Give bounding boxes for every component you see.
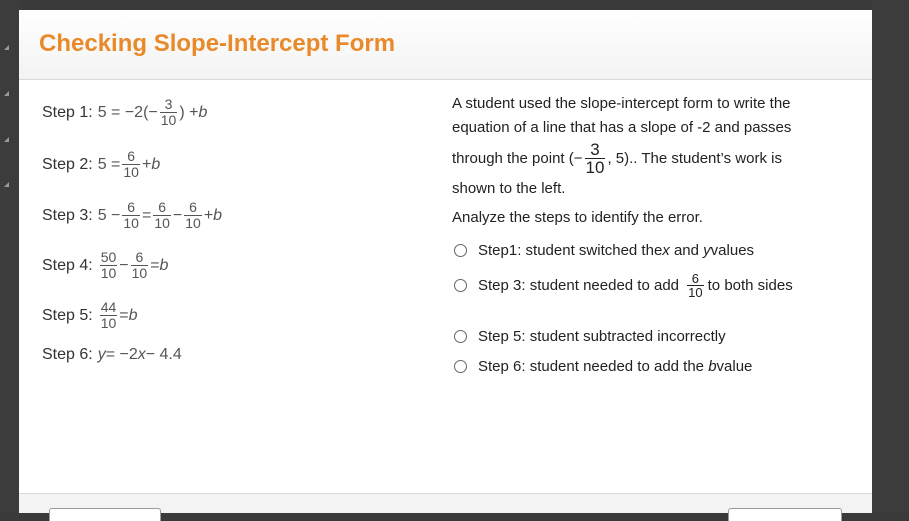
footer-bar <box>19 493 872 513</box>
step-equation <box>98 149 161 180</box>
point-fraction <box>585 141 606 176</box>
instruction-text: Analyze the steps to identify the error. <box>452 209 703 226</box>
option-text: Step 6: student needed to add the <box>478 358 709 375</box>
frac-den: 10 <box>185 215 201 231</box>
eq-text: = −2 <box>105 346 138 363</box>
collapse-arrow-icon[interactable] <box>4 137 9 142</box>
collapse-arrow-icon[interactable] <box>4 45 9 50</box>
next-button[interactable] <box>728 508 842 521</box>
page-title: Checking Slope-Intercept Form <box>39 30 396 57</box>
right-gutter <box>872 0 909 512</box>
variable: y <box>97 346 106 363</box>
frac-den: 10 <box>123 164 139 180</box>
eq-text: = <box>150 256 160 274</box>
option-text: to both sides <box>707 277 793 294</box>
answer-option-2[interactable] <box>454 272 793 299</box>
question-prompt <box>452 91 832 201</box>
radio-button[interactable] <box>454 330 467 343</box>
fraction <box>100 250 118 281</box>
answer-option-4[interactable] <box>454 358 752 375</box>
eq-text: − <box>119 256 129 274</box>
prompt-line: A student used the slope-intercept form to write the <box>452 95 791 112</box>
frac-num: 3 <box>164 96 173 112</box>
frac-num: 6 <box>127 148 136 164</box>
frac-den: 10 <box>154 215 170 231</box>
frac-den: 10 <box>688 285 703 300</box>
step-label: Step 1: <box>42 103 93 121</box>
frac-num: 6 <box>127 199 136 215</box>
step-4 <box>42 250 168 281</box>
eq-text: + <box>141 155 152 173</box>
frac-den: 10 <box>160 112 177 128</box>
frac-num: 50 <box>100 249 117 265</box>
prompt-line: shown to the left. <box>452 180 566 197</box>
option-text: values <box>710 242 755 259</box>
eq-text: 5 − <box>97 206 121 224</box>
frac-num: 6 <box>691 271 700 286</box>
option-text: and <box>669 242 704 259</box>
variable: b <box>708 358 717 375</box>
fraction <box>122 200 140 231</box>
variable: b <box>151 155 161 173</box>
variable: b <box>128 306 138 324</box>
step-label: Step 6: <box>42 346 93 363</box>
step-equation <box>98 97 208 128</box>
step-5 <box>42 300 138 331</box>
collapse-arrow-icon[interactable] <box>4 91 9 96</box>
variable: b <box>198 103 208 121</box>
frac-num: 6 <box>158 199 166 215</box>
radio-button[interactable] <box>454 360 467 373</box>
prompt-line <box>452 140 832 176</box>
option-text: Step1: student switched the <box>478 242 663 259</box>
eq-text: − 4.4 <box>145 346 182 363</box>
fraction <box>687 272 703 299</box>
variable: b <box>159 256 169 274</box>
step-label: Step 5: <box>42 306 93 324</box>
step-label: Step 3: <box>42 206 93 224</box>
step-equation <box>98 200 222 231</box>
prompt-line: equation of a line that has a slope of -2 and passes <box>452 119 792 136</box>
step-equation <box>98 346 182 364</box>
fraction <box>100 300 118 331</box>
fraction <box>131 250 149 281</box>
step-1 <box>42 97 207 128</box>
option-text: Step 5: student subtracted incorrectly <box>478 328 726 345</box>
step-3 <box>42 200 222 231</box>
fraction <box>184 200 202 231</box>
previous-button[interactable] <box>49 508 161 521</box>
collapse-arrow-icon[interactable] <box>4 182 9 187</box>
step-equation <box>98 250 169 281</box>
eq-text: = <box>141 206 152 224</box>
step-label: Step 2: <box>42 155 93 173</box>
eq-text: ) + <box>179 103 199 121</box>
fraction <box>122 149 140 180</box>
frac-num: 44 <box>100 299 117 315</box>
eq-text: = <box>119 306 129 324</box>
variable: x <box>137 346 146 363</box>
variable: x <box>662 242 670 259</box>
eq-text: 5 = −2(− <box>97 103 158 121</box>
question-card <box>19 10 872 512</box>
variable: b <box>213 206 223 224</box>
header <box>19 10 872 80</box>
answer-option-3[interactable] <box>454 328 726 345</box>
frac-den: 10 <box>100 265 117 281</box>
prompt-text: through the point (− <box>452 149 583 167</box>
radio-button[interactable] <box>454 279 467 292</box>
left-sidebar <box>0 0 19 512</box>
variable: y <box>703 242 711 259</box>
eq-text: + <box>203 206 214 224</box>
step-label: Step 4: <box>42 256 93 274</box>
frac-den: 10 <box>131 265 148 281</box>
fraction <box>153 200 171 231</box>
frac-num: 6 <box>189 199 197 215</box>
step-equation <box>98 300 138 331</box>
answer-option-1[interactable] <box>454 242 754 259</box>
option-text: value <box>716 358 753 375</box>
frac-den: 10 <box>100 315 117 331</box>
frac-den: 10 <box>123 215 139 231</box>
step-2 <box>42 149 160 180</box>
prompt-text: , 5).. The student’s work is <box>607 149 782 167</box>
frac-num: 3 <box>590 139 600 159</box>
frac-num: 6 <box>135 249 144 265</box>
radio-button[interactable] <box>454 244 467 257</box>
step-6 <box>42 346 182 364</box>
fraction <box>160 97 178 128</box>
eq-text: − <box>172 206 183 224</box>
eq-text: 5 = <box>97 155 121 173</box>
option-text: Step 3: student needed to add <box>478 277 684 294</box>
frac-den: 10 <box>585 157 605 177</box>
